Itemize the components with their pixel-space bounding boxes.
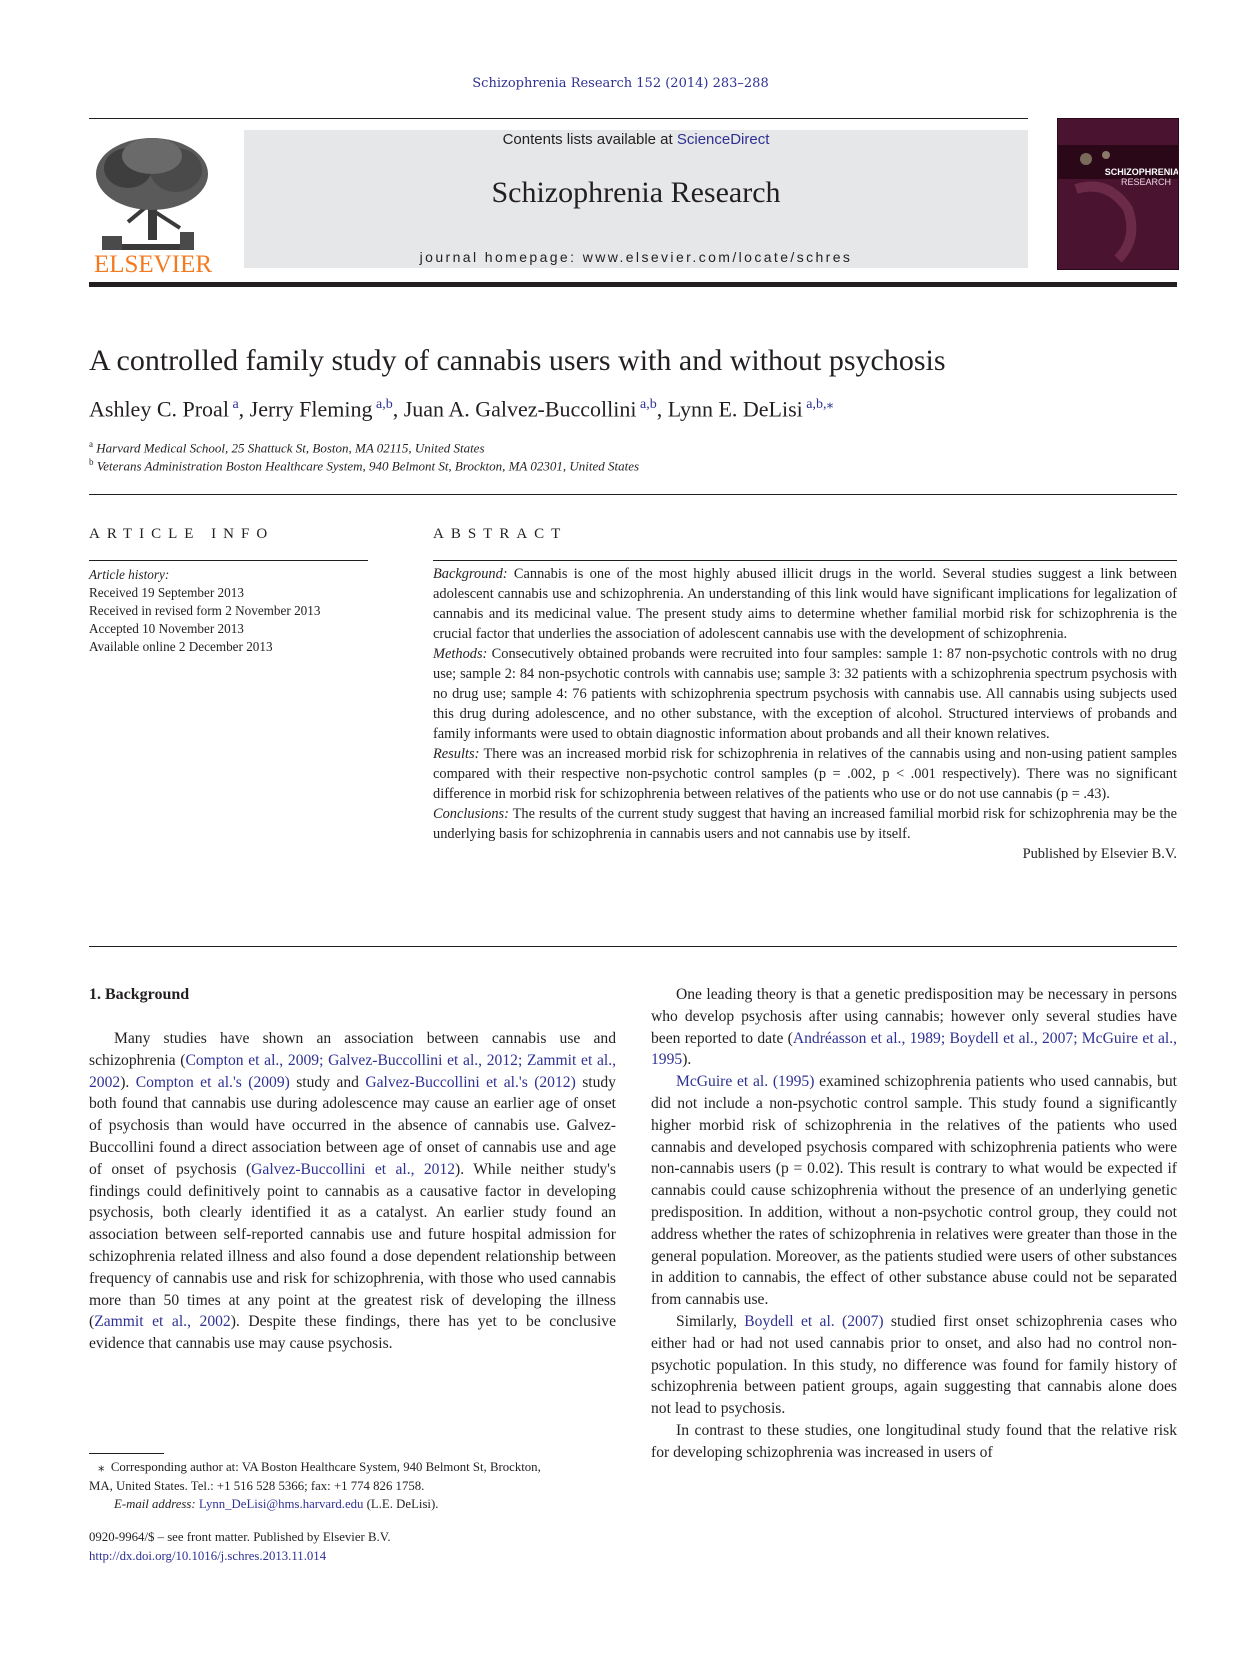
body-paragraph: [651, 984, 1177, 1071]
body-text: studied first onset schizophrenia cases who either had or had not used cannabis prior to onset, and also had no control non-psychotic population. In this study, no difference was found for family history of schizophrenia between patient groups, again suggesting that cannabis alone does not lead to psychosis.: [651, 1312, 1178, 1418]
contents-line: [244, 131, 1028, 148]
published-by: Published by Elsevier B.V.: [1022, 846, 1177, 862]
history-item: Received in revised form 2 November 2013: [89, 603, 321, 618]
citation-link[interactable]: McGuire et al. (1995): [676, 1073, 815, 1091]
author-affiliation-mark: a: [232, 397, 239, 412]
abstract-rule: [433, 560, 1177, 561]
body-text: ). Despite these findings, there has yet to be conclusive evidence that cannabis use may cause psychosis.: [89, 1313, 616, 1353]
email-link[interactable]: Lynn_DeLisi@hms.harvard.edu: [198, 1497, 364, 1511]
body-text: study both found that cannabis use during adolescence may cause an earlier age of onset of psychosis than would have occurred in the absence of cannabis use. Galvez-Buccollini found a direct association between age of onset of cannabis use and age of onset of psychosis (: [89, 1073, 616, 1178]
citation-link[interactable]: Compton et al., 2009; Galvez-Buccollini et al., 2012; Zammit et al., 2002: [89, 1051, 617, 1091]
footnote-text: Corresponding author at: VA Boston Healthcare System, 940 Belmont St, Brockton,: [110, 1460, 541, 1474]
abstract-text: Cannabis is one of the most highly abused illicit drugs in the world. Several studies suggest a link between adolescent cannabis use and schizophrenia. An understanding of this link would have significant implications for legalization of cannabis and its medicinal value. The present study aims to determine whether familial morbid risk for schizophrenia is the crucial factor that underlies the association of adolescent cannabis use with the development of schizophrenia.: [433, 566, 1177, 642]
issn-line: 0920-9964/$ – see front matter. Published by Elsevier B.V.: [89, 1530, 391, 1544]
section-rule: [89, 494, 1177, 495]
abstract-bottom-rule: [89, 946, 1177, 947]
body-paragraph: [651, 1311, 1177, 1420]
author-separator: ,: [656, 396, 668, 422]
author-separator: ,: [392, 396, 404, 422]
article-history-label: Article history:: [89, 567, 170, 582]
citation-link[interactable]: Boydell et al. (2007): [744, 1312, 884, 1330]
header-top-rule: [89, 118, 1028, 119]
cover-title-2: RESEARCH: [1120, 177, 1172, 187]
body-text: In contrast to these studies, one longitudinal study found that the relative risk for developing schizophrenia was increased in users of: [651, 1421, 1177, 1461]
author-separator: ,: [238, 396, 250, 422]
footnote-text: MA, United States. Tel.: +1 516 528 5366; fax: +1 774 826 1758.: [89, 1478, 425, 1493]
affiliation-text: Harvard Medical School, 25 Shattuck St, Boston, MA 02115, United States: [96, 440, 485, 456]
article-history: [89, 566, 389, 656]
citation-link[interactable]: Compton et al.'s (2009): [135, 1073, 290, 1091]
body-text: study and: [289, 1073, 366, 1091]
affiliation-b: [89, 457, 639, 474]
history-item: Available online 2 December 2013: [89, 639, 273, 654]
journal-title: Schizophrenia Research: [491, 176, 781, 209]
author-list: [89, 396, 833, 422]
history-item: Accepted 10 November 2013: [89, 621, 244, 636]
abstract-text: There was an increased morbid risk for schizophrenia in relatives of the cannabis using and non-using patient samples compared with their respective non-psychotic control samples (p = .002, p < .001 respectively). There was no significant difference in morbid risk for schizophrenia between relatives of the patients who use or do not use cannabis (p = .43).: [433, 746, 1177, 802]
affiliation-mark: a: [89, 439, 93, 449]
body-column-left: [89, 1028, 616, 1355]
section-heading: 1. Background: [89, 986, 190, 1003]
abstract-text: The results of the current study suggest that having an increased familial morbid risk for schizophrenia may be the underlying basis for schizophrenia in cannabis users and not cannabis use by itself.: [433, 806, 1177, 842]
abstract-methods: [433, 644, 1177, 744]
citation-link[interactable]: Andréasson et al., 1989; Boydell et al., 2007; McGuire et al., 1995: [651, 1029, 1177, 1069]
abstract-results: [433, 744, 1177, 804]
header-thick-rule: [89, 282, 1177, 287]
cover-artwork-icon: [1058, 119, 1178, 269]
journal-cover-image: [1057, 118, 1179, 270]
author-name[interactable]: Jerry Fleming: [249, 396, 373, 422]
corresponding-author-footnote: [89, 1458, 619, 1514]
body-column-right: [651, 984, 1177, 1464]
abstract-conclusions: [433, 804, 1177, 844]
body-text: One leading theory is that a genetic predisposition may be necessary in persons who develop psychosis after using cannabis; however only several studies have been reported to date (: [651, 986, 1177, 1047]
author-name[interactable]: Juan A. Galvez-Buccollini: [403, 396, 637, 422]
email-label: E-mail address:: [114, 1497, 196, 1511]
affiliation-mark: b: [89, 457, 94, 467]
abstract-text: Consecutively obtained probands were recruited into four samples: sample 1: 87 non-psychotic controls with no drug use; sample 2: 84 non-psychotic controls with cannabis use; sample 3: 32 patients with a schizophrenia spectrum psychosis with no drug use; sample 4: 76 patients with schizophrenia spectrum psychosis with cannabis use. All cannabis using subjects used this drug during adolescence, and no other substance, with the exception of alcohol. Structured interviews of probands and family informants were used to obtain diagnostic information about probands and all their known relatives.: [433, 646, 1177, 742]
author-affiliation-mark: a,b,: [806, 397, 827, 412]
elsevier-wordmark: ELSEVIER: [93, 251, 213, 274]
body-text: ). While neither study's findings could definitively point to cannabis as a causative factor in developing psychosis, both clearly identified it as a catalyst. An earlier study found an association between self-reported cannabis use and future hospital admission for schizophrenia related illness and also found a dose dependent relationship between frequency of cannabis use and risk for schizophrenia, with those who used cannabis more than 50 times at any point at the greatest risk of developing the illness (: [89, 1160, 616, 1331]
citation-link[interactable]: Galvez-Buccollini et al., 2012: [251, 1160, 456, 1178]
abstract-label: Conclusions:: [433, 806, 509, 822]
body-paragraph: [651, 1071, 1177, 1311]
affiliation-text: Veterans Administration Boston Healthcare System, 940 Belmont St, Brockton, MA 02301, United States: [96, 458, 640, 474]
abstract-background: [433, 564, 1177, 644]
elsevier-tree-icon: [88, 132, 218, 274]
elsevier-logo: [88, 132, 218, 274]
author-affiliation-mark: a,b: [376, 397, 393, 412]
doi-link[interactable]: http://dx.doi.org/10.1016/j.schres.2013.11.014: [89, 1548, 327, 1563]
journal-citation[interactable]: Schizophrenia Research 152 (2014) 283–288: [472, 76, 769, 91]
body-paragraph: [651, 1420, 1177, 1464]
footnote-mark: ⁎: [98, 1460, 105, 1474]
body-text: examined schizophrenia patients who used cannabis, but did not include a non-psychotic control sample. This study found a significantly higher morbid risk of schizophrenia in the relatives of the patients who used cannabis and developed psychosis compared with schizophrenia patients who were non-cannabis users (p = 0.02). This result is contrary to what would be expected if cannabis could cause schizophrenia without the presence of an underlying genetic predisposition. In addition, without a non-psychotic control group, they could not address whether the rates of schizophrenia in relatives were greater than those in the general population. Moreover, as the patients studied were users of other substances in addition to cannabis, the effect of other substance abuse could not be separated from cannabis use.: [651, 1073, 1178, 1309]
citation-link[interactable]: Zammit et al., 2002: [94, 1313, 231, 1331]
body-text: Many studies have shown an association between cannabis use and schizophrenia (: [89, 1030, 616, 1069]
cover-title-1: SCHIZOPHRENIA: [1104, 167, 1178, 177]
email-suffix: (L.E. DeLisi).: [363, 1497, 439, 1511]
body-text: Similarly,: [676, 1312, 745, 1330]
abstract-heading: ABSTRACT: [433, 526, 568, 542]
article-title: A controlled family study of cannabis users with and without psychosis: [89, 344, 946, 377]
article-info-rule: [89, 560, 368, 561]
article-info-heading: ARTICLE INFO: [89, 526, 275, 542]
citation-link[interactable]: Galvez-Buccollini et al.'s (2012): [365, 1073, 576, 1091]
author-name[interactable]: Ashley C. Proal: [89, 396, 229, 422]
abstract-label: Results:: [433, 746, 480, 762]
body-text: ).: [120, 1073, 136, 1091]
contents-prefix: Contents lists available at: [502, 131, 677, 148]
abstract-label: Methods:: [433, 646, 488, 662]
sciencedirect-link[interactable]: ScienceDirect: [676, 131, 770, 148]
footnote-rule: [89, 1453, 164, 1454]
abstract-body: [433, 564, 1177, 864]
front-matter: [89, 1528, 619, 1565]
author-affiliation-mark: a,b: [640, 397, 657, 412]
affiliation-a: [89, 439, 485, 456]
journal-homepage[interactable]: journal homepage: www.elsevier.com/locate/schres: [419, 249, 853, 265]
author-name[interactable]: Lynn E. DeLisi: [667, 396, 803, 422]
body-text: ).: [682, 1051, 692, 1069]
body-paragraph: [89, 1028, 616, 1355]
history-item: Received 19 September 2013: [89, 585, 244, 600]
corresponding-author-mark[interactable]: ⁎: [826, 397, 834, 412]
abstract-label: Background:: [433, 566, 508, 582]
